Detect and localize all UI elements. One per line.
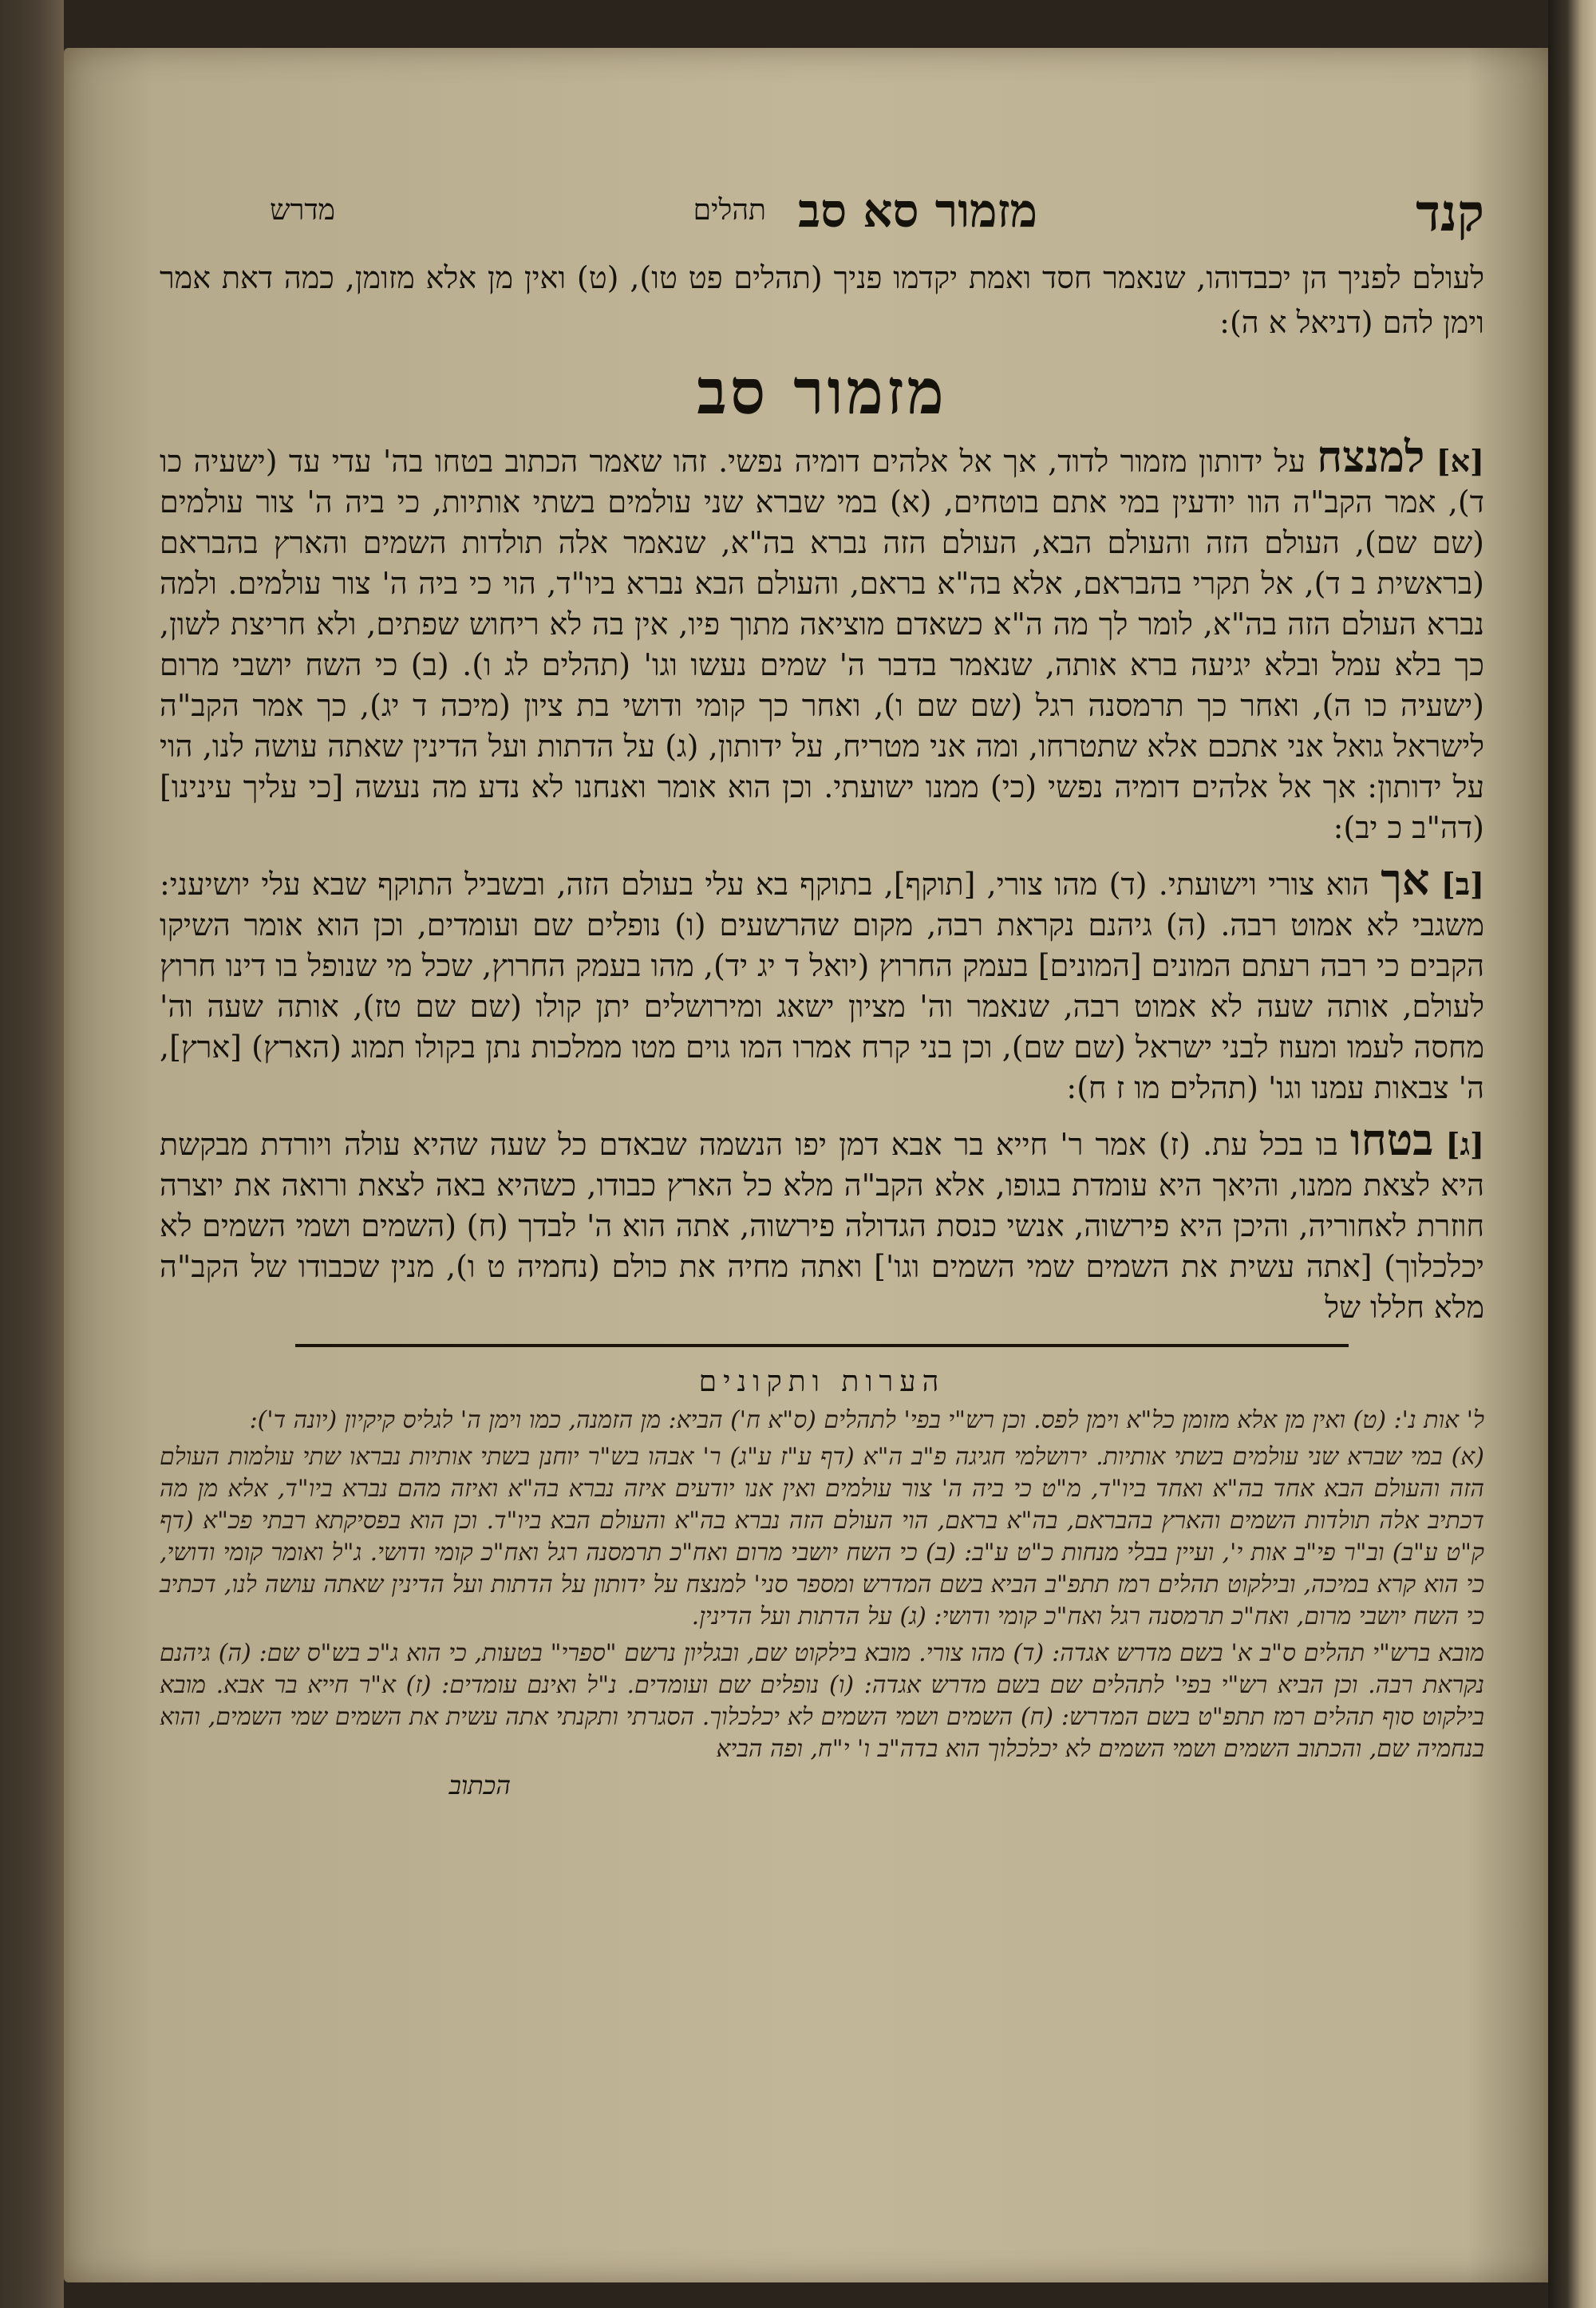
note-item: מובא ברש"י תהלים ס"ב א' בשם מדרש אגדה: (ד) מהו צורי. מובא בילקוט שם, ובגליון נרשם "ספרי" בטעות, כי הוא ג"כ בש"ס שם: (ה) גיהנם נקראת רבה. וכן הביא רש"י בפי' לתהלים שם בשם מדרש אגדה: (ו) נופלים שם ועומדים. נ"ל ואינם עומדים: (ז) א"ר חייא בר אבא. מובא בילקוט סוף תהלים רמז תתפ"ט בשם המדרש: (ח) השמים ושמי השמים לא יכלכלוך. הסגרתי ותקנתי אתה עשית את השמים שמי השמים, והוא בנחמיה שם, והכתוב השמים ושמי השמים לא יכלכלוך הוא בדה"ב ו' י"ח, ופה הביא	[160, 1639, 1484, 1763]
folio-number: קנד	[1416, 184, 1484, 243]
paragraph-text: הוא צורי וישועתי. (ד) מהו צורי, [תוקף], בתוקף בא עלי בעולם הזה, ובשביל התוקף שבא עלי יושיעני: משגבי לא אמוט רבה. (ה) גיהנם נקראת רבה, מקום שהרשעים (ו) נופלים שם ועומדים, וכן הוא אומר השיקו הקבים כי רבה רעתם המונים [המונים] בעמק החרוץ (יואל ד יג יד), מהו בעמק החרוץ, שכל מי שנופל בו דינו חרוץ לעולם, אותה שעה לא אמוט רבה, שנאמר וה' מציון ישאג ומירושלים יתן קולו (שם שם טז), אותה שעה וה' מחסה לעמו ומעוז לבני ישראל (שם שם), וכן בני קרח אמרו המו גוים מטו ממלכות נתן בקולו תמוג (הארץ) [ארץ], ה' צבאות עמנו וגו' (תהלים מו ז ח):	[160, 867, 1484, 1105]
paragraph-marker: [א]	[1436, 443, 1484, 479]
catchword: הכתוב	[448, 1770, 511, 1800]
notes-heading: הערות ותקונים	[698, 1365, 946, 1398]
paragraph-3	[160, 1114, 1484, 1328]
note-item: ל' אות נ': (ט) ואין מן אלא מזומן כל"א וימן לפס. וכן רש"י בפי' לתהלים (ס"א ח') הביא: מן הזמנה, כמו וימן ה' לגליס קיקיון (יונה ד'):	[249, 1406, 1484, 1434]
book-name: תהלים	[693, 194, 766, 227]
page-text-block	[160, 184, 1484, 2259]
paragraph-lead-word: למנצח	[1317, 431, 1425, 482]
book-binding-left	[0, 0, 64, 2308]
paragraph-2	[160, 854, 1484, 1109]
chapter-heading: מזמור סב	[697, 356, 947, 429]
paragraph-marker: [ב]	[1440, 866, 1484, 902]
paragraph-lead-word: בטחו	[1349, 1114, 1434, 1165]
running-head	[160, 184, 1484, 255]
note-item: (א) במי שברא שני עולמים בשתי אותיות. ירושלמי חגיגה פ"ב ה"א (דף ע"ז ע"ג) ר' אבהו בש"ר יוחנן בשתי אותיות נבראו שתי עולמות העולם הזה והעולם הבא אחד בה"א ואחד ביו"ד, מ"ט כי ביה ה' צור עולמים ואין אנו יודעים איזה נברא בה"א ואיזה מהם נברא ביו"ד, אלא מן מה דכתיב אלה תולדות השמים והארץ בהבראם, בה"א בראם, הוי העולם הזה נברא בה"א והעולם הבא ביו"ד. וכן הוא בפסיקתא רבתי פכ"א (דף ק"ט ע"ב) וב"ר פי"ב אות י', ועיין בבלי מנחות כ"ט ע"ב: (ב) כי השח יושבי מרום ואח"כ תרמסנה רגל ואח"כ קומי ודושי. ג"ל ואומר קומי ודושי, כי הוא קרא במיכה, ובילקוט תהלים רמז תתפ"ב הביא בשם המדרש ומספר סני' למנצח על ידותון על הדתות ועל הדינין שאתה עושה לנו, דכתיב כי השח יושבי מרום, ואח"כ תרמסנה רגל ואח"כ קומי ודושי: (ג) על הדתות ועל הדינין.	[160, 1443, 1484, 1630]
paragraph-text: בו בכל עת. (ז) אמר ר' חייא בר אבא דמן יפו הנשמה שבאדם כל שעה שהיא עולה ויורדת מבקשת היא לצאת ממנו, והיאך היא עומדת בגופו, אלא הקב"ה מלא כל הארץ כבודו, כשהיא באה לצאת ורואה את יוצרה חוזרת לאחוריה, והיכן היא פירשוה, אנשי כנסת הגדולה פירשוה, אתה הוא ה' לבדך (ח) (השמים ושמי השמים לא יכלכלוך) [אתה עשית את השמים שמי השמים וגו'] ואתה מחיה את כולם (נחמיה ט ו), מנין שכבודו של הקב"ה מלא חללו של	[160, 1127, 1484, 1325]
paragraph-text: על ידותון מזמור לדוד, אך אל אלהים דומיה נפשי. זהו שאמר הכתוב בטחו בה' עדי עד (ישעיה כו ד), אמר הקב"ה הוו יודעין במי אתם בוטחים, (א) במי שברא שני עולמים בשתי אותיות, כי ביה ה' צור עולמים (שם שם), העולם הזה והעולם הבא, העולם הזה נברא בה"א, שנאמר אלה תולדות השמים והארץ בהבראם (בראשית ב ד), אל תקרי בהבראם, אלא בה"א בראם, והעולם הבא נברא ביו"ד, הוי כי ביה ה' צור עולמים. ולמה נברא העולם הזה בה"א, לומר לך מה ה"א כשאדם מוציאה מתוך פיו, אין בה לא ריחוש שפתים, ולא חריצת לשון, כך בלא עמל ובלא יגיעה ברא אותה, שנאמר בדבר ה' שמים נעשו וגו' (תהלים לג ו). (ב) כי השח יושבי מרום (ישעיה כו ה), ואחר כך תרמסנה רגל (שם שם ו), ואחר כך קומי ודושי בת ציון (מיכה ד יג), כך אמר הקב"ה לישראל גואל אני אתכם אלא שתטרחו, ומה אני מטריח, על ידותון, (ג) על הדתות ועל הדינין שאתה עושה לנו, הוי על ידותון: אך אל אלהים דומיה נפשי (כי) ממנו ישועתי. וכן הוא אומר ואנחנו לא נדע מה נעשה [כי עליך עינינו] (דה"ב כ יב):	[160, 444, 1484, 845]
paragraph-lead-word: אך	[1381, 854, 1430, 905]
paragraph-marker: [ג]	[1445, 1126, 1484, 1162]
source-name: מדרש	[270, 194, 335, 227]
running-title: מזמור סא סב	[798, 184, 1037, 238]
continuation-paragraph: לעולם לפניך הן יכבדוהו, שנאמר חסד ואמת יקדמו פניך (תהלים פט טו), (ט) ואין מן אלא מזומן, כמה דאת אמר וימן להם (דניאל א ה):	[160, 260, 1484, 340]
book-gutter-right	[1548, 0, 1596, 2308]
notes-divider	[295, 1344, 1349, 1347]
paragraph-1	[160, 431, 1484, 848]
